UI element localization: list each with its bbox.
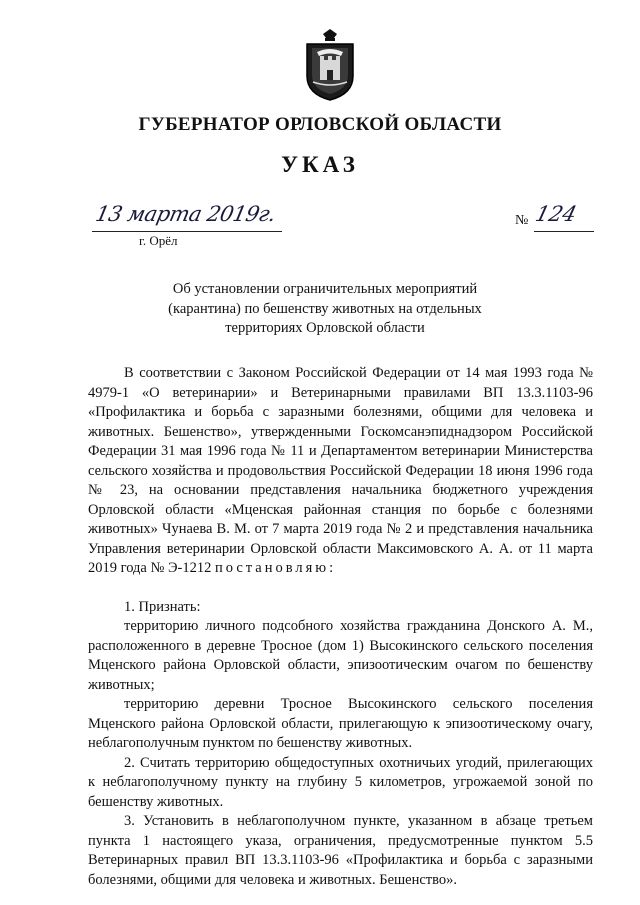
item-1-paragraph-a: территорию личного подсобного хозяйства гражданина Донского А. М., расположенного в деревне Тросное (дом 1) Высокинского сельского поселения Мценского района Орловской области, эпизоотическим очагом по бешенству животных; bbox=[88, 618, 593, 693]
number-label: № bbox=[515, 213, 529, 228]
date-underline bbox=[92, 231, 282, 232]
item-1-title: 1. Признать: bbox=[124, 598, 201, 615]
handwritten-number: 124 bbox=[533, 202, 580, 226]
subject-line: территориях Орловской области bbox=[225, 320, 425, 336]
handwritten-date: 13 марта 2019г. bbox=[93, 202, 278, 226]
preamble bbox=[88, 364, 593, 579]
item-2: 2. Считать территорию общедоступных охотничьих угодий, прилегающих к неблагополучному пункту на глубину 5 километров, угрожаемой зоной по бешенству животных. bbox=[88, 754, 593, 810]
number-underline bbox=[534, 231, 594, 232]
item-3: 3. Установить в неблагополучном пункте, указанном в абзаце третьем пункта 1 настоящего указа, ограничения, предусмотренные пунктом 5.5 Ветеринарных правил ВП 13.3.1103-96 «Профилактика и борьба с заразными болезнями, общими для человека и животных. Бешенство». bbox=[88, 813, 593, 888]
subject-line: (карантина) по бешенству животных на отдельных bbox=[168, 300, 482, 317]
decree-subject bbox=[120, 280, 530, 339]
coat-of-arms-icon bbox=[303, 28, 357, 102]
preamble-text: В соответствии с Законом Российской Федерации от 14 мая 1993 года № 4979-1 «О ветеринарии» и Ветеринарными правилами ВП 13.3.1103-96 «Профилактика и борьба с заразными болезнями, общими для человека и животных. Бешенство», утвержденными Госкомсанэпиднадзором Российской Федерации 31 мая 1996 года № 11 и Департаментом ветеринарии Министерства сельского хозяйства и продовольствия Российской Федерации 18 июня 1996 года № 23, на основании представления начальника бюджетного учреждения Орловской области «Мценская районная станция по борьбе с болезнями животных» Чунаева В. М. от 7 марта 2019 года № 2 и представления начальника Управления ветеринарии Орловской области Максимовского А. А. от 11 марта 2019 года № Э-1212 bbox=[88, 365, 593, 576]
city: г. Орёл bbox=[139, 233, 178, 248]
decree-word: постановляю: bbox=[214, 560, 337, 576]
document-type: УКАЗ bbox=[281, 152, 359, 177]
item-1-paragraph-b: территорию деревни Тросное Высокинского сельского поселения Мценского района Орловской области, прилегающую к эпизоотическому очагу, неблагополучным пунктом по бешенству животных. bbox=[88, 696, 593, 751]
subject-line: Об установлении ограничительных мероприятий bbox=[172, 281, 478, 297]
decree-body bbox=[88, 364, 593, 890]
authority-title: ГУБЕРНАТОР ОРЛОВСКОЙ ОБЛАСТИ bbox=[138, 114, 502, 135]
